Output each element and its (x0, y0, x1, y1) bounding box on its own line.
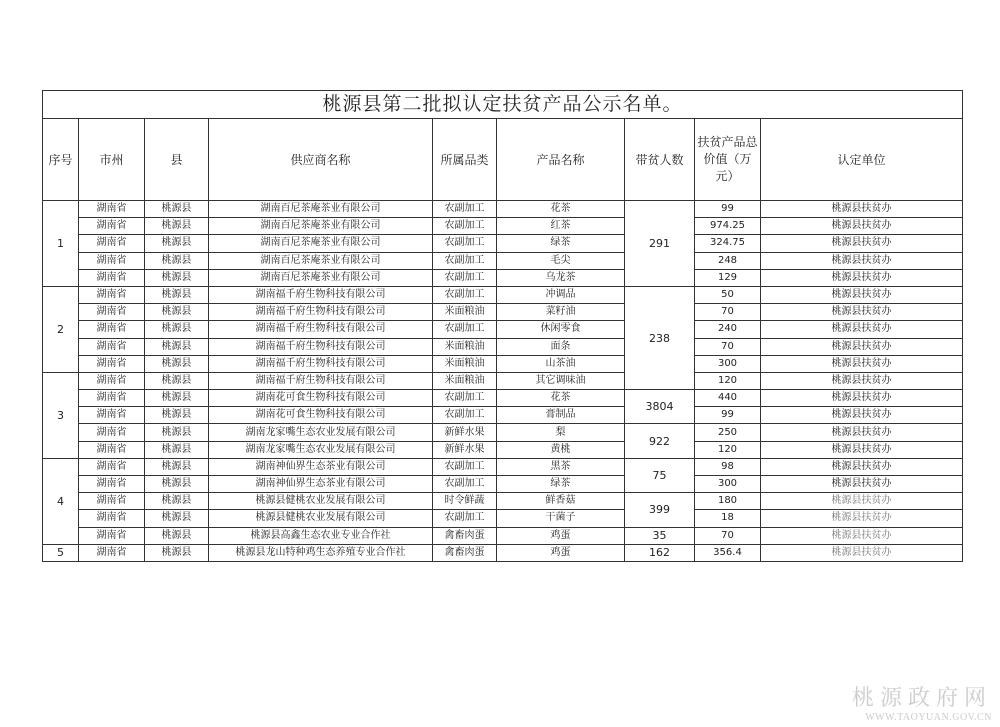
cell-category: 米面粮油 (433, 338, 497, 355)
cell-supplier: 湖南福千府生物科技有限公司 (209, 286, 433, 303)
header-supplier: 供应商名称 (209, 119, 433, 201)
cell-unit: 桃源县扶贫办 (761, 390, 963, 407)
table-row (43, 304, 963, 321)
header-county: 县 (145, 119, 209, 201)
table-row (43, 493, 963, 510)
header-category: 所属品类 (433, 119, 497, 201)
cell-value: 974.25 (695, 218, 761, 235)
cell-seq: 3 (43, 372, 79, 458)
cell-city: 湖南省 (79, 527, 145, 544)
cell-value: 300 (695, 476, 761, 493)
cell-product: 膏制品 (497, 407, 625, 424)
cell-county: 桃源县 (145, 338, 209, 355)
cell-supplier: 湖南神仙界生态茶业有限公司 (209, 476, 433, 493)
cell-unit: 桃源县扶贫办 (761, 476, 963, 493)
cell-county: 桃源县 (145, 407, 209, 424)
cell-category: 米面粮油 (433, 304, 497, 321)
cell-unit: 桃源县扶贫办 (761, 235, 963, 252)
cell-value: 70 (695, 527, 761, 544)
cell-product: 鸡蛋 (497, 544, 625, 561)
cell-supplier: 湖南龙家嘴生态农业发展有限公司 (209, 424, 433, 441)
cell-supplier: 湖南福千府生物科技有限公司 (209, 304, 433, 321)
cell-supplier: 湖南花可食生物科技有限公司 (209, 407, 433, 424)
cell-category: 米面粮油 (433, 355, 497, 372)
watermark-name: 桃源政府网 (851, 686, 992, 711)
cell-unit: 桃源县扶贫办 (761, 527, 963, 544)
table-row (43, 424, 963, 441)
cell-product: 干菌子 (497, 510, 625, 527)
cell-category: 时令鲜蔬 (433, 493, 497, 510)
cell-category: 农副加工 (433, 286, 497, 303)
cell-unit: 桃源县扶贫办 (761, 286, 963, 303)
cell-city: 湖南省 (79, 269, 145, 286)
cell-category: 农副加工 (433, 476, 497, 493)
cell-product: 黄桃 (497, 441, 625, 458)
cell-county: 桃源县 (145, 218, 209, 235)
document-title: 桃源县第二批拟认定扶贫产品公示名单。 (43, 91, 963, 119)
cell-supplier: 桃源县高鑫生态农业专业合作社 (209, 527, 433, 544)
cell-supplier: 湖南神仙界生态茶业有限公司 (209, 458, 433, 475)
cell-supplier: 湖南花可食生物科技有限公司 (209, 390, 433, 407)
cell-city: 湖南省 (79, 338, 145, 355)
cell-city: 湖南省 (79, 304, 145, 321)
cell-unit: 桃源县扶贫办 (761, 218, 963, 235)
cell-category: 农副加工 (433, 407, 497, 424)
cell-county: 桃源县 (145, 390, 209, 407)
cell-city: 湖南省 (79, 235, 145, 252)
cell-supplier: 湖南福千府生物科技有限公司 (209, 321, 433, 338)
cell-category: 新鲜水果 (433, 424, 497, 441)
cell-value: 129 (695, 269, 761, 286)
cell-seq: 1 (43, 201, 79, 287)
cell-category: 农副加工 (433, 252, 497, 269)
cell-people: 75 (625, 458, 695, 492)
cell-category: 农副加工 (433, 218, 497, 235)
cell-city: 湖南省 (79, 458, 145, 475)
cell-supplier: 湖南百尼茶庵茶业有限公司 (209, 218, 433, 235)
cell-county: 桃源县 (145, 544, 209, 561)
table-row (43, 372, 963, 389)
watermark (852, 681, 992, 723)
cell-unit: 桃源县扶贫办 (761, 458, 963, 475)
cell-seq: 2 (43, 286, 79, 372)
cell-value: 50 (695, 286, 761, 303)
cell-unit: 桃源县扶贫办 (761, 321, 963, 338)
cell-unit: 桃源县扶贫办 (761, 424, 963, 441)
cell-city: 湖南省 (79, 390, 145, 407)
cell-city: 湖南省 (79, 510, 145, 527)
cell-unit: 桃源县扶贫办 (761, 441, 963, 458)
cell-product: 冲调品 (497, 286, 625, 303)
cell-supplier: 湖南百尼茶庵茶业有限公司 (209, 269, 433, 286)
cell-product: 毛尖 (497, 252, 625, 269)
watermark-url: WWW.TAOYUAN.GOV.CN (865, 712, 992, 723)
cell-supplier: 桃源县健桃农业发展有限公司 (209, 493, 433, 510)
cell-value: 120 (695, 372, 761, 389)
cell-value: 99 (695, 201, 761, 218)
cell-people: 35 (625, 527, 695, 544)
cell-value: 120 (695, 441, 761, 458)
cell-value: 324.75 (695, 235, 761, 252)
cell-product: 红茶 (497, 218, 625, 235)
cell-supplier: 桃源县龙山特种鸡生态养殖专业合作社 (209, 544, 433, 561)
cell-unit: 桃源县扶贫办 (761, 372, 963, 389)
cell-value: 356.4 (695, 544, 761, 561)
cell-product: 绿茶 (497, 476, 625, 493)
cell-product: 鲜香菇 (497, 493, 625, 510)
cell-category: 农副加工 (433, 235, 497, 252)
cell-county: 桃源县 (145, 235, 209, 252)
header-people: 带贫人数 (625, 119, 695, 201)
cell-unit: 桃源县扶贫办 (761, 544, 963, 561)
header-city: 市州 (79, 119, 145, 201)
table-row (43, 390, 963, 407)
cell-city: 湖南省 (79, 286, 145, 303)
cell-supplier: 湖南龙家嘴生态农业发展有限公司 (209, 441, 433, 458)
table-row (43, 201, 963, 218)
header-product: 产品名称 (497, 119, 625, 201)
cell-supplier: 湖南百尼茶庵茶业有限公司 (209, 235, 433, 252)
cell-value: 240 (695, 321, 761, 338)
cell-product: 山茶油 (497, 355, 625, 372)
header-seq: 序号 (43, 119, 79, 201)
cell-seq: 4 (43, 458, 79, 544)
cell-city: 湖南省 (79, 493, 145, 510)
cell-unit: 桃源县扶贫办 (761, 493, 963, 510)
cell-supplier: 湖南福千府生物科技有限公司 (209, 338, 433, 355)
cell-unit: 桃源县扶贫办 (761, 338, 963, 355)
cell-value: 18 (695, 510, 761, 527)
cell-product: 花茶 (497, 201, 625, 218)
cell-product: 休闲零食 (497, 321, 625, 338)
cell-people: 291 (625, 201, 695, 287)
table-row (43, 218, 963, 235)
cell-value: 70 (695, 304, 761, 321)
cell-county: 桃源县 (145, 458, 209, 475)
cell-product: 花茶 (497, 390, 625, 407)
cell-category: 农副加工 (433, 321, 497, 338)
cell-product: 菜籽油 (497, 304, 625, 321)
table-row (43, 286, 963, 303)
cell-category: 禽畜肉蛋 (433, 544, 497, 561)
cell-unit: 桃源县扶贫办 (761, 407, 963, 424)
cell-city: 湖南省 (79, 355, 145, 372)
cell-value: 98 (695, 458, 761, 475)
table-row (43, 252, 963, 269)
cell-product: 梨 (497, 424, 625, 441)
cell-city: 湖南省 (79, 441, 145, 458)
cell-people: 922 (625, 424, 695, 458)
cell-city: 湖南省 (79, 252, 145, 269)
cell-people: 3804 (625, 390, 695, 424)
cell-county: 桃源县 (145, 252, 209, 269)
cell-category: 农副加工 (433, 510, 497, 527)
cell-unit: 桃源县扶贫办 (761, 252, 963, 269)
table-row (43, 407, 963, 424)
cell-category: 农副加工 (433, 269, 497, 286)
cell-county: 桃源县 (145, 355, 209, 372)
table-row (43, 510, 963, 527)
cell-product: 绿茶 (497, 235, 625, 252)
cell-county: 桃源县 (145, 493, 209, 510)
cell-product: 其它调味油 (497, 372, 625, 389)
cell-supplier: 湖南百尼茶庵茶业有限公司 (209, 252, 433, 269)
cell-county: 桃源县 (145, 286, 209, 303)
cell-supplier: 桃源县健桃农业发展有限公司 (209, 510, 433, 527)
cell-product: 乌龙茶 (497, 269, 625, 286)
cell-value: 99 (695, 407, 761, 424)
cell-unit: 桃源县扶贫办 (761, 304, 963, 321)
cell-value: 250 (695, 424, 761, 441)
table-row (43, 355, 963, 372)
cell-city: 湖南省 (79, 218, 145, 235)
table-row (43, 544, 963, 561)
cell-city: 湖南省 (79, 476, 145, 493)
cell-value: 440 (695, 390, 761, 407)
cell-county: 桃源县 (145, 441, 209, 458)
cell-category: 禽畜肉蛋 (433, 527, 497, 544)
cell-category: 新鲜水果 (433, 441, 497, 458)
cell-value: 248 (695, 252, 761, 269)
cell-seq: 5 (43, 544, 79, 561)
cell-county: 桃源县 (145, 321, 209, 338)
table-row (43, 321, 963, 338)
cell-category: 农副加工 (433, 458, 497, 475)
cell-value: 70 (695, 338, 761, 355)
cell-county: 桃源县 (145, 304, 209, 321)
table-row (43, 527, 963, 544)
cell-supplier: 湖南福千府生物科技有限公司 (209, 355, 433, 372)
cell-county: 桃源县 (145, 424, 209, 441)
cell-city: 湖南省 (79, 407, 145, 424)
cell-county: 桃源县 (145, 201, 209, 218)
cell-category: 农副加工 (433, 390, 497, 407)
table-row (43, 338, 963, 355)
cell-city: 湖南省 (79, 372, 145, 389)
cell-category: 米面粮油 (433, 372, 497, 389)
cell-people: 162 (625, 544, 695, 561)
cell-people: 238 (625, 286, 695, 389)
cell-value: 300 (695, 355, 761, 372)
table-row (43, 476, 963, 493)
cell-county: 桃源县 (145, 476, 209, 493)
cell-city: 湖南省 (79, 201, 145, 218)
table-row (43, 458, 963, 475)
cell-unit: 桃源县扶贫办 (761, 201, 963, 218)
cell-supplier: 湖南福千府生物科技有限公司 (209, 372, 433, 389)
header-unit: 认定单位 (761, 119, 963, 201)
cell-unit: 桃源县扶贫办 (761, 510, 963, 527)
cell-category: 农副加工 (433, 201, 497, 218)
cell-value: 180 (695, 493, 761, 510)
cell-supplier: 湖南百尼茶庵茶业有限公司 (209, 201, 433, 218)
cell-city: 湖南省 (79, 424, 145, 441)
cell-county: 桃源县 (145, 372, 209, 389)
cell-unit: 桃源县扶贫办 (761, 269, 963, 286)
cell-product: 黑茶 (497, 458, 625, 475)
cell-county: 桃源县 (145, 269, 209, 286)
cell-county: 桃源县 (145, 510, 209, 527)
cell-county: 桃源县 (145, 527, 209, 544)
header-value: 扶贫产品总价值（万元） (695, 119, 761, 201)
cell-people: 399 (625, 493, 695, 527)
cell-product: 鸡蛋 (497, 527, 625, 544)
table-body (43, 201, 963, 562)
cell-city: 湖南省 (79, 321, 145, 338)
table-row (43, 235, 963, 252)
table-row (43, 269, 963, 286)
poverty-products-table (42, 90, 963, 562)
cell-city: 湖南省 (79, 544, 145, 561)
table-row (43, 441, 963, 458)
cell-product: 面条 (497, 338, 625, 355)
cell-unit: 桃源县扶贫办 (761, 355, 963, 372)
